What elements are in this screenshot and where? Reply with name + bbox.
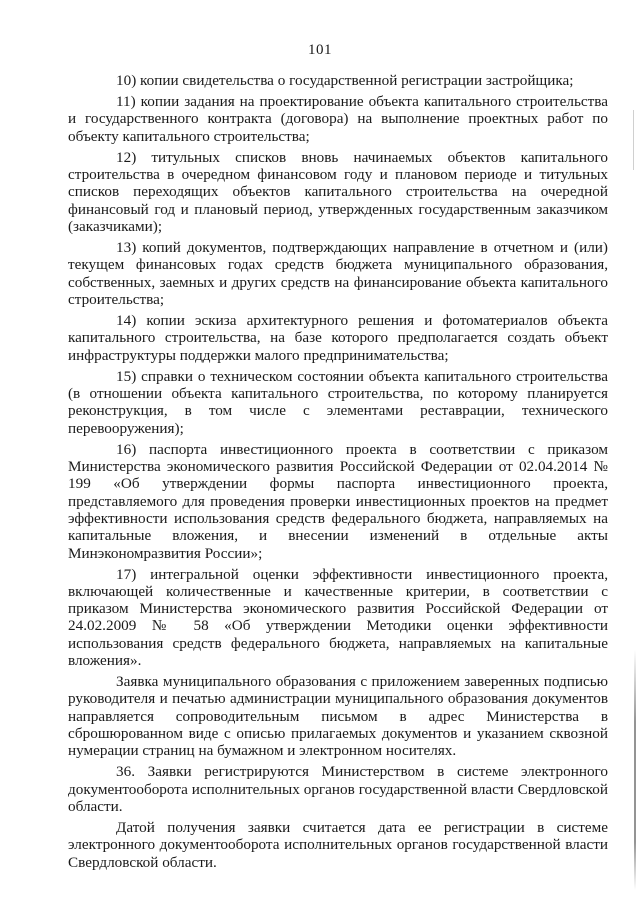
list-item-16: 16) паспорта инвестиционного проекта в соответствии с приказом Министерства экономического развития Российской Федерации от 02.04.2014 № 199 «Об утверждении формы паспорта инвестиционного проекта, представляемого для проведения проверки инвестиционных проектов на предмет эффективности использования средств федерального бюджета, направляемых на капитальные вложения, и внесении изменений в отдельные акты Минэкономразвития России»; bbox=[68, 440, 608, 562]
scan-edge-shadow bbox=[634, 650, 636, 890]
receipt-date-paragraph: Датой получения заявки считается дата ее регистрации в системе электронного документооборота исполнительных органов государственной власти Свердловской области. bbox=[68, 819, 608, 871]
list-item-10: 10) копии свидетельства о государственной регистрации застройщика; bbox=[116, 72, 574, 89]
application-paragraph: Заявка муниципального образования с приложением заверенных подписью руководителя и печатью администрации муниципального образования документов направляется сопроводительным письмом в адрес Министерства в сброшюрованном виде с описью прилагаемых документов и указанием сквозной нумерации страниц на бумажном и электронном носителях. bbox=[68, 673, 608, 760]
list-item-14: 14) копии эскиза архитектурного решения и фотоматериалов объекта капитального строительства, на базе которого предполагается создать объект инфраструктуры поддержки малого предпринимательства; bbox=[68, 312, 608, 364]
clause-36-paragraph: 36. Заявки регистрируются Министерством в системе электронного документооборота исполнительных органов государственной власти Свердловской области. bbox=[68, 763, 608, 816]
list-item-11: 11) копии задания на проектирование объекта капитального строительства и государственного контракта (договора) на выполнение проектных работ по объекту капитального строительства; bbox=[68, 93, 608, 145]
list-item-13: 13) копий документов, подтверждающих направление в отчетном и (или) текущем финансовых годах средств бюджета муниципального образования, собственных, заемных и других средств на финансирование объекта капитального строительства; bbox=[68, 239, 608, 308]
document-body bbox=[68, 72, 608, 871]
list-item-17: 17) интегральной оценки эффективности инвестиционного проекта, включающей количественные и качественные критерии, в соответствии с приказом Министерства экономического развития Российской Федерации от 24.02.2009 № 58 «Об утверждении Методики оценки эффективности использования средств федерального бюджета, направляемых на капитальные вложения». bbox=[68, 565, 608, 670]
list-item-15: 15) справки о техническом состоянии объекта капитального строительства (в отношении объекта капитального строительства, по которому планируется реконструкция, в том числе с элементами реставрации, технического перевооружения); bbox=[68, 367, 608, 437]
page-number: 101 bbox=[308, 42, 332, 58]
list-item-12: 12) титульных списков вновь начинаемых объектов капитального строительства в очередном финансовом году и плановом периоде и титульных списков переходящих объектов капитального строительства на очередной финансовый год и плановый период, утвержденных государственным заказчиком (заказчиками); bbox=[68, 148, 608, 235]
scan-edge-mark bbox=[633, 110, 634, 170]
